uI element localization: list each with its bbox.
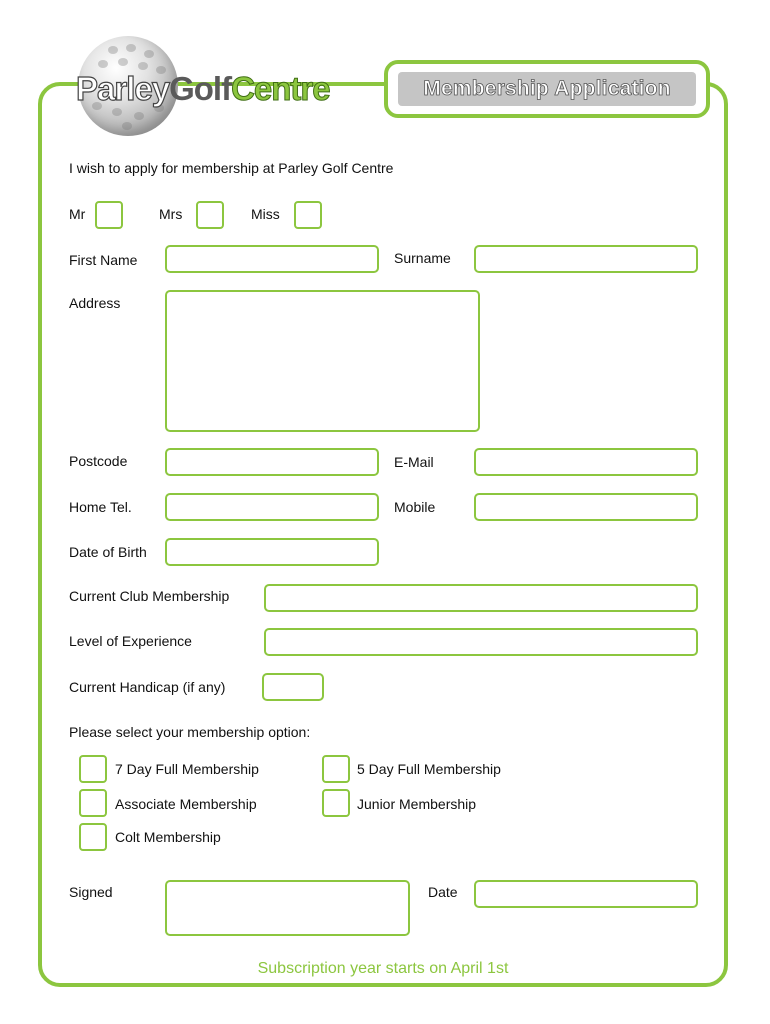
five-day-label: 5 Day Full Membership	[357, 761, 501, 777]
form-border	[38, 82, 728, 987]
seven-day-label: 7 Day Full Membership	[115, 761, 259, 777]
junior-label: Junior Membership	[357, 796, 477, 812]
email-field[interactable]	[474, 448, 698, 476]
first-name-label: First Name	[69, 252, 138, 268]
miss-checkbox[interactable]	[294, 201, 322, 229]
current-club-label: Current Club Membership	[69, 588, 230, 604]
membership-options-label: Please select your membership option:	[69, 724, 311, 740]
address-label: Address	[69, 295, 121, 311]
home-tel-label: Home Tel.	[69, 499, 132, 515]
miss-label: Miss	[251, 206, 280, 222]
handicap-field[interactable]	[262, 673, 324, 701]
seven-day-checkbox[interactable]	[79, 755, 107, 783]
mrs-checkbox[interactable]	[196, 201, 224, 229]
mrs-label: Mrs	[159, 206, 183, 222]
associate-checkbox[interactable]	[79, 789, 107, 817]
mobile-label: Mobile	[394, 499, 436, 515]
email-label: E-Mail	[394, 454, 434, 470]
dob-field[interactable]	[165, 538, 379, 566]
subscription-note: Subscription year starts on April 1st	[257, 960, 509, 977]
signature-field[interactable]	[165, 880, 410, 936]
postcode-field[interactable]	[165, 448, 379, 476]
dob-label: Date of Birth	[69, 544, 147, 560]
date-field[interactable]	[474, 880, 698, 908]
postcode-label: Postcode	[69, 453, 128, 469]
intro-text: I wish to apply for membership at Parley Golf Centre	[69, 160, 394, 176]
experience-field[interactable]	[264, 628, 698, 656]
colt-checkbox[interactable]	[79, 823, 107, 851]
surname-field[interactable]	[474, 245, 698, 273]
five-day-checkbox[interactable]	[322, 755, 350, 783]
mobile-field[interactable]	[474, 493, 698, 521]
first-name-field[interactable]	[165, 245, 379, 273]
signed-label: Signed	[69, 884, 113, 900]
colt-label: Colt Membership	[115, 829, 221, 845]
current-club-field[interactable]	[264, 584, 698, 612]
title-banner	[384, 60, 710, 118]
parley-golf-centre-logo	[70, 36, 370, 136]
mr-label: Mr	[69, 206, 86, 222]
logo-text: ParleyGolfCentre	[76, 70, 330, 107]
page-title: Membership Application	[423, 77, 671, 100]
surname-label: Surname	[394, 250, 451, 266]
mr-checkbox[interactable]	[95, 201, 123, 229]
handicap-label: Current Handicap (if any)	[69, 679, 226, 695]
date-label: Date	[428, 884, 458, 900]
address-field[interactable]	[165, 290, 480, 432]
junior-checkbox[interactable]	[322, 789, 350, 817]
associate-label: Associate Membership	[115, 796, 257, 812]
home-tel-field[interactable]	[165, 493, 379, 521]
experience-label: Level of Experience	[69, 633, 192, 649]
